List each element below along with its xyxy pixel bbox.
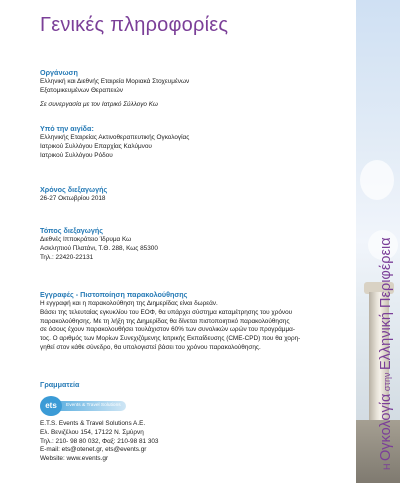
venue-line: Ασκληπιού Πλατάνι, Τ.Θ. 288, Κως 85300 [40, 244, 158, 252]
registration-heading: Εγγραφές - Πιστοποίηση παρακολούθησης [40, 290, 188, 299]
date-heading: Χρόνος διεξαγωγής [40, 185, 108, 194]
secretariat-section [40, 420, 340, 464]
auspices-section [40, 124, 340, 160]
venue-section [40, 226, 340, 262]
secretariat-line: E.T.S. Events & Travel Solutions A.E. [40, 420, 146, 427]
secretariat-heading: Γραμματεία [40, 380, 80, 389]
page-title: Γενικές πληροφορίες [40, 14, 229, 36]
secretariat-line: Τηλ.: 210- 98 80 032, Φαξ: 210-98 81 303 [40, 437, 159, 445]
side-banner [356, 0, 400, 483]
registration-line: Η εγγραφή και η παρακολούθηση της Διημερίδας είναι δωρεάν. [40, 300, 218, 307]
ets-logo-tagline: Events & Travel Solutions [66, 402, 121, 408]
organization-heading: Οργάνωση [40, 68, 78, 77]
auspices-heading: Υπό την αιγίδα: [40, 124, 94, 133]
side-banner-part: Ελληνική Περιφέρεια [378, 237, 394, 371]
registration-line: Βάσει της τελευταίας εγκυκλίου του ΕΟΦ, θα υπάρχει σύστημα καταμέτρησης του χρόνου [40, 308, 293, 316]
registration-line: τος. Ο αριθμός των Μορίων Συνεχιζόμενης Ιατρικής Εκπαίδευσης (CME-CPD) που θα χορη- [40, 335, 301, 343]
registration-line: γηθεί στον κάθε σύνεδρο, θα υπολογιστεί βάσει του χρόνου παρακολούθησης. [40, 343, 261, 351]
ets-logo [40, 396, 200, 416]
organization-note: Σε συνεργασία με τον Ιατρικό Σύλλογο Κω [40, 100, 158, 108]
secretariat-website: Website: www.events.gr [40, 455, 109, 463]
auspices-line: Ιατρικού Συλλόγου Ρόδου [40, 151, 113, 159]
side-banner-part: στην [382, 370, 392, 394]
venue-heading: Τόπος διεξαγωγής [40, 226, 103, 235]
date-section [40, 185, 340, 204]
organization-line: Εξατομικευμένων Θεραπειών [40, 86, 123, 94]
registration-section [40, 290, 350, 353]
registration-line: σε όσους έχουν παρακολουθήσει τουλάχιστον 60% των συνολικών ωρών του προγράμμα- [40, 326, 295, 334]
venue-line: Διεθνές Ιπποκράτειο Ίδρυμα Κω [40, 236, 132, 243]
cloud-shape [360, 160, 394, 200]
organization-section [40, 68, 340, 109]
auspices-line: Ελληνικής Εταιρείας Ακτινοθεραπευτικής Ογκολογίας [40, 134, 190, 141]
secretariat-line: Ελ. Βενιζέλου 154, 17122 Ν. Σμύρνη [40, 428, 144, 436]
side-banner-part: Η [382, 461, 392, 470]
organization-line: Ελληνική και Διεθνής Εταιρεία Μοριακά Στοχευμένων [40, 78, 190, 85]
secretariat-email: E-mail: ets@otenet.gr, ets@events.gr [40, 446, 147, 454]
registration-line: παρακολούθησης. Με τη λήξη της Διημερίδας θα δίνεται πιστοποιητικό παρακολούθησης [40, 317, 290, 325]
secretariat-heading-block [40, 380, 340, 390]
side-banner-part: Ογκολογία [378, 393, 394, 461]
side-banner-text [378, 237, 394, 470]
date-value: 26-27 Οκτωβρίου 2018 [40, 195, 106, 202]
venue-line: Τηλ.: 22420-22131 [40, 253, 94, 261]
auspices-line: Ιατρικού Συλλόγου Επαρχίας Καλύμνου [40, 142, 152, 150]
ets-logo-mark: ets [40, 396, 62, 416]
